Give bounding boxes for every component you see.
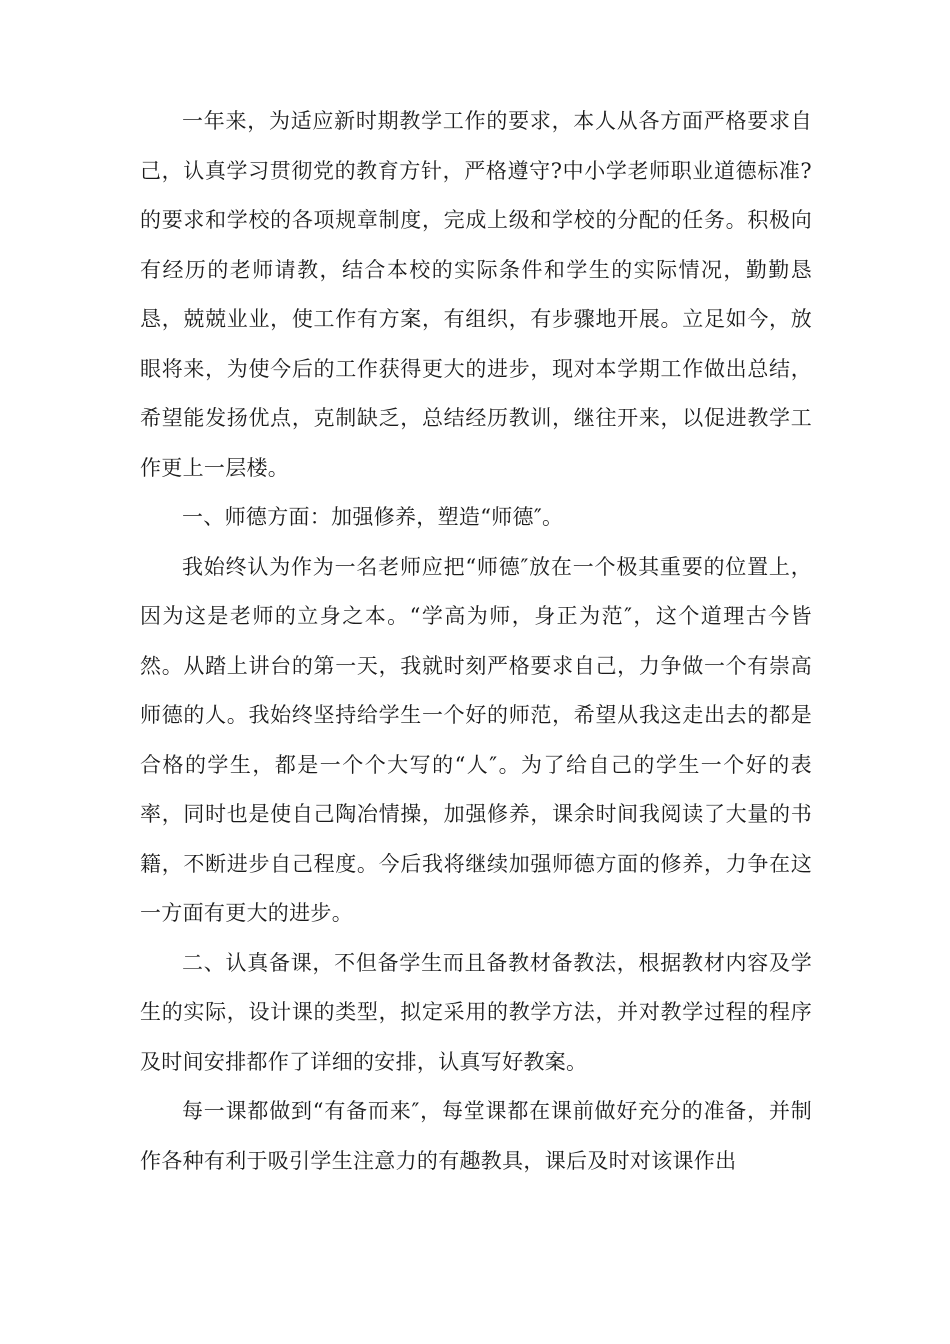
section-heading-ethics: 一、师德方面：加强修养，塑造“师德″。 [182,505,564,529]
paragraph-intro: 一年来，为适应新时期教学工作的要求，本人从各方面严格要求自己，认真学习贯彻党的教育方针，严格遵守?中小学老师职业道德标准?的要求和学校的各项规章制度，完成上级和学校的分配的任务。积极向有经历的老师请教，结合本校的实际条件和学生的实际情况，勤勤恳恳，兢兢业业，使工作有方案，有组织，有步骤地开展。立足如今，放眼将来，为使今后的工作获得更大的进步，现对本学期工作做出总结，希望能发扬优点，克制缺乏，总结经历教训，继往开来，以促进教学工作更上一层楼。 [140,109,812,480]
section-heading-lesson-prep: 二、认真备课，不但备学生而且备教材备教法，根据教材内容及学生的实际，设计课的类型，拟定采用的教学方法，并对教学过程的程序及时间安排都作了详细的安排，认真写好教案。 [140,950,812,1074]
document-body [140,97,812,1186]
paragraph-lesson-prep: 每一课都做到“有备而来″，每堂课都在课前做好充分的准备，并制作各种有利于吸引学生注意力的有趣教具，课后及时对该课作出 [140,1099,812,1173]
paragraph-ethics: 我始终认为作为一名老师应把“师德″放在一个极其重要的位置上，因为这是老师的立身之本。“学高为师，身正为范″，这个道理古今皆然。从踏上讲台的第一天，我就时刻严格要求自己，力争做一个有崇高师德的人。我始终坚持给学生一个好的师范，希望从我这走出去的都是合格的学生，都是一个个大写的“人″。为了给自己的学生一个好的表率，同时也是使自己陶冶情操，加强修养，课余时间我阅读了大量的书籍，不断进步自己程度。今后我将继续加强师德方面的修养，力争在这一方面有更大的进步。 [140,554,812,925]
